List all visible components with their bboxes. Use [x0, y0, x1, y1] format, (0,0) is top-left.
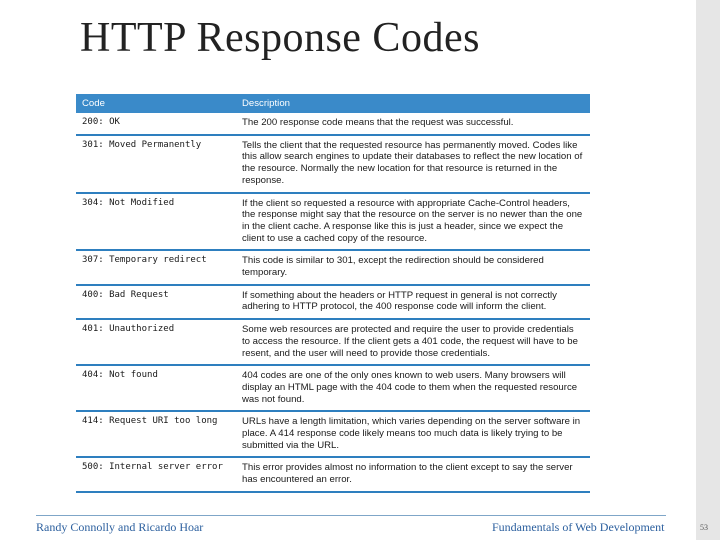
status-code: 401: Unauthorized — [76, 319, 236, 365]
description-column-header: Description — [236, 94, 590, 113]
code-column-header: Code — [76, 94, 236, 113]
status-description: If the client so requested a resource with appropriate Cache-Control headers, the response might say that the resource on the server is no newer than the one in the client cache. A response like this is just a header, since we expect the client to use a cached copy of the resource. — [236, 193, 590, 251]
table-row — [76, 457, 590, 491]
table-row — [76, 411, 590, 457]
status-description: This error provides almost no information to the client except to say the server has encountered an error. — [236, 457, 590, 491]
status-description: 404 codes are one of the only ones known to web users. Many browsers will display an HTML page with the 404 code to them when the requested resource was not found. — [236, 365, 590, 411]
footer-book-title: Fundamentals of Web Development — [492, 520, 665, 534]
table-header-row — [76, 94, 590, 113]
footer-authors: Randy Connolly and Ricardo Hoar — [36, 520, 204, 534]
table-row — [76, 285, 590, 319]
status-code: 400: Bad Request — [76, 285, 236, 319]
status-code: 404: Not found — [76, 365, 236, 411]
status-description: Some web resources are protected and require the user to provide credentials to access the resource. If the client gets a 401 code, the request will have to be resent, and the user will need to provide those credentials. — [236, 319, 590, 365]
table-row — [76, 193, 590, 251]
table-row — [76, 319, 590, 365]
status-description: Tells the client that the requested resource has permanently moved. Codes like this allow search engines to update their databases to reflect the new location of the resource. Normally the new location for that resource is returned in the response. — [236, 135, 590, 193]
status-code: 414: Request URI too long — [76, 411, 236, 457]
response-codes-table-frame — [76, 94, 593, 496]
status-description: The 200 response code means that the request was successful. — [236, 113, 590, 135]
status-description: URLs have a length limitation, which varies depending on the server software in place. A 414 response code likely means too much data is likely trying to be submitted via the URL. — [236, 411, 590, 457]
right-rail — [696, 0, 720, 540]
table-row — [76, 365, 590, 411]
status-description: This code is similar to 301, except the redirection should be considered temporary. — [236, 250, 590, 284]
status-code: 304: Not Modified — [76, 193, 236, 251]
footer-divider — [36, 515, 666, 516]
table-row — [76, 250, 590, 284]
status-code: 307: Temporary redirect — [76, 250, 236, 284]
status-code: 301: Moved Permanently — [76, 135, 236, 193]
status-description: If something about the headers or HTTP request in general is not correctly adhering to HTTP protocol, the 400 response code will inform the client. — [236, 285, 590, 319]
table-row — [76, 135, 590, 193]
left-margin — [0, 0, 68, 540]
page-number: 53 — [700, 523, 708, 532]
table-row — [76, 113, 590, 135]
slide-title: HTTP Response Codes — [80, 15, 480, 61]
status-code: 200: OK — [76, 113, 236, 135]
response-codes-table — [76, 94, 590, 493]
status-code: 500: Internal server error — [76, 457, 236, 491]
